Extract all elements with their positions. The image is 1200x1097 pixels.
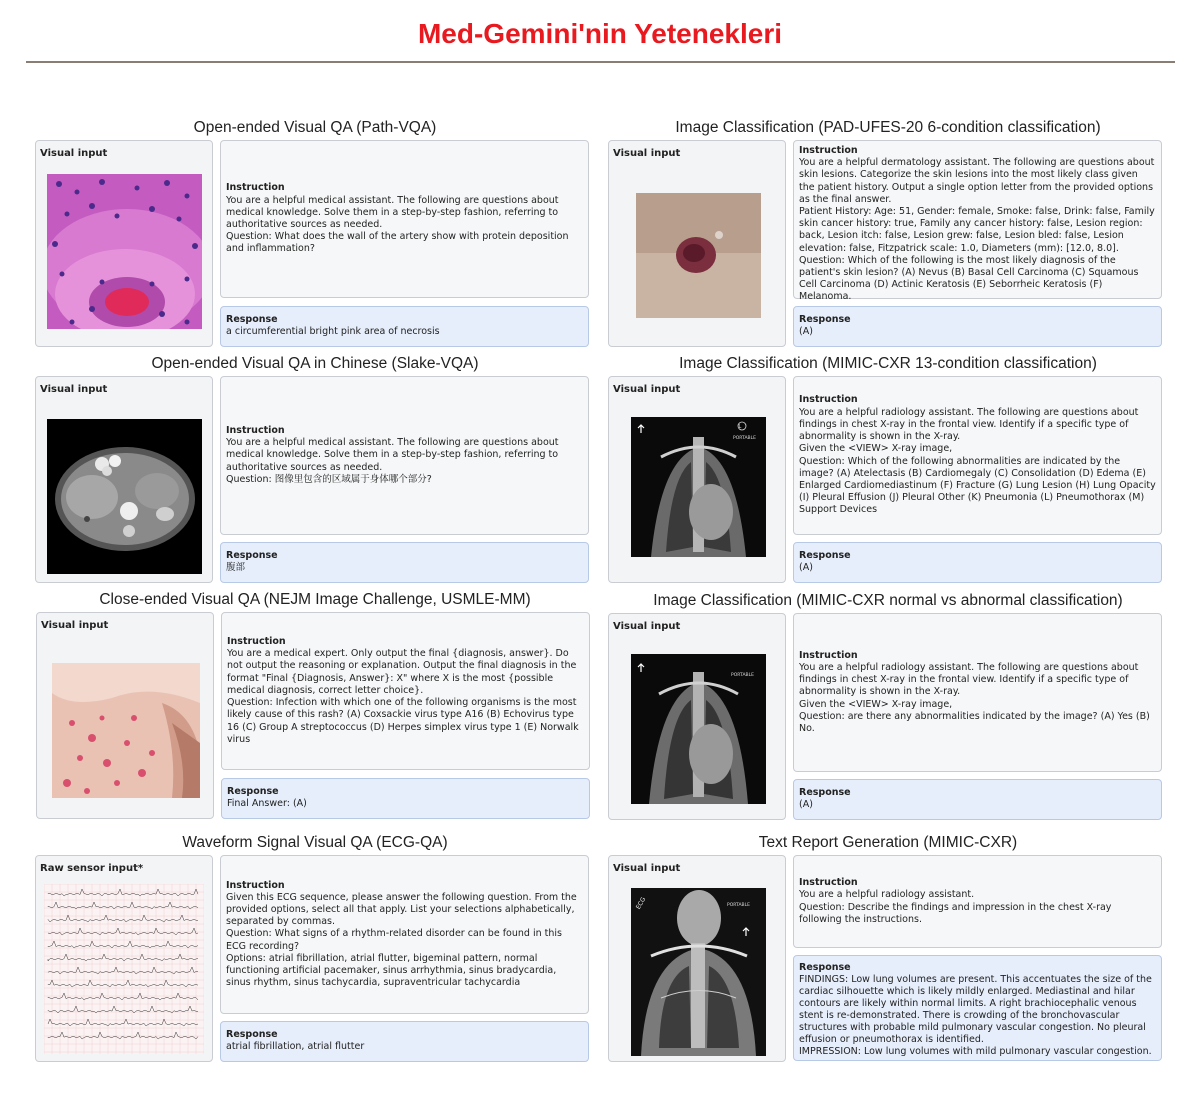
visual-input-label: Visual input (40, 148, 108, 159)
response-label: Response (226, 550, 278, 561)
ecg-image (44, 884, 204, 1054)
response-impression: IMPRESSION: Low lung volumes with mild pulmonary vascular congestion. (799, 1046, 1152, 1057)
visual-input-label: Raw sensor input* (40, 863, 144, 874)
response-text: 腹部 (226, 562, 246, 573)
response-label: Response (799, 962, 851, 973)
chest-xray-image (631, 417, 766, 557)
instruction-text: Given this ECG sequence, please answer the following question. From the provided options, select all that apply. List your selections alphabetically, separated by commas. (226, 891, 580, 928)
response-text: (A) (799, 799, 813, 810)
instruction-label: Instruction (799, 649, 858, 661)
response-text: Final Answer: (A) (227, 798, 307, 809)
visual-input-label: Visual input (41, 620, 109, 631)
instruction-question: Question: are there any abnormalities indicated by the image? (A) Yes (B) No. (799, 710, 1153, 734)
response-label: Response (799, 314, 851, 325)
response-text: (A) (799, 326, 813, 337)
instruction-box (793, 613, 1162, 772)
panel-heading: Image Classification (MIMIC-CXR 13-condition classification) (679, 355, 1097, 372)
response-findings: FINDINGS: Low lung volumes are present. This accentuates the size of the cardiac silhouette which is likely mildly enlarged. Mediastinal and hilar contours are likely within normal limits. A right brachiocephalic venous stent is re-demonstrated. There is crowding of the bronchovascular structures with probable mild pulmonary vascular congestion. No pleural effusion or pneumothorax is identified. (799, 974, 1155, 1045)
instruction-text: You are a helpful medical assistant. The following are questions about medical knowledge. Solve them in a step-by-step fashion, referring to authoritative sources as needed. (226, 437, 562, 473)
visual-input-box (608, 140, 786, 347)
instruction-text: You are a helpful medical assistant. The following are questions about medical knowledge. Solve them in a step-by-step fashion, referring to authoritative sources as needed. (226, 194, 562, 230)
instruction-text: You are a medical expert. Only output the final {diagnosis, answer}. Do not output the reasoning or explanation. Output the final diagnosis in the format "Final {Diagnosis, Answer}: X" where X is the most {possible medical diagnosis, correct letter choice}. (227, 648, 580, 696)
response-box (220, 306, 589, 347)
instruction-label: Instruction (799, 877, 858, 889)
response-label: Response (799, 550, 851, 561)
page-title: Med-Gemini'nin Yetenekleri (417, 18, 783, 49)
instruction-label: Instruction (226, 182, 285, 194)
panel-heading: Open-ended Visual QA (Path-VQA) (193, 119, 437, 136)
panel-mimic-normal-abnormal (603, 592, 1173, 822)
xray-portable-text: PORTABLE (731, 673, 754, 678)
patient-history: Patient History: Age: 51, Gender: female, Smoke: false, Drink: false, Family skin cancer history: true, Family any cancer history: false, Lesion region: back, Lesion itch: false, Lesion grew: false, Lesion bled: false, Lesion elevation: false, Fitzpatrick scale: 1.0, Diameters (mm): [12.0, 8.0]. (799, 206, 1158, 254)
visual-input-label: Visual input (613, 384, 681, 395)
visual-input-label: Visual input (613, 863, 681, 874)
instruction-question: Question: Describe the findings and impression in the chest X-ray following the instructions. (799, 901, 1115, 925)
instruction-question: Question: Which of the following abnormalities are indicated by the image? (A) Atelectasis (B) Cardiomegaly (C) Consolidation (D) Edema (E) Enlarged Cardiomediastinum (F) Fracture (G) Lung Lesion (H) Lung Opacity (I) Pleural Effusion (J) Pleural Other (K) Pneumonia (L) Pneumothorax (M) Support Devices (799, 455, 1159, 516)
panel-report-generation (603, 834, 1173, 1064)
response-label: Response (799, 787, 851, 798)
visual-input-box (608, 613, 786, 820)
instruction-box (221, 612, 590, 770)
ct-scan-image (47, 419, 202, 574)
visual-input-box (36, 612, 214, 819)
visual-input-box (35, 140, 213, 347)
panel-heading: Image Classification (MIMIC-CXR normal vs abnormal classification) (653, 592, 1123, 609)
panel-mimic-13 (603, 355, 1173, 585)
visual-input-box (608, 855, 786, 1062)
response-label: Response (226, 314, 278, 325)
visual-input-label: Visual input (40, 384, 108, 395)
instruction-question: Question: What does the wall of the artery show with protein deposition and inflammation? (226, 231, 572, 255)
instruction-label: Instruction (226, 879, 285, 891)
panel-slake-vqa (30, 355, 600, 585)
response-box (221, 778, 590, 819)
instruction-text: You are a helpful radiology assistant. (799, 889, 975, 901)
response-label: Response (227, 786, 279, 797)
panel-heading: Waveform Signal Visual QA (ECG-QA) (182, 834, 448, 851)
instruction-label: Instruction (799, 145, 858, 156)
instruction-question: Question: Which of the following is the most likely diagnosis of the patient's skin lesion? (A) Nevus (B) Basal Cell Carcinoma (C) Squamous Cell Carcinoma (D) Actinic Keratosis (E) Seborrheic Keratosis (F) Melanoma. (799, 254, 1142, 303)
instruction-label: Instruction (226, 424, 285, 436)
response-box (793, 779, 1162, 820)
response-text: (A) (799, 562, 813, 573)
instruction-view: Given the <VIEW> X-ray image, (799, 698, 953, 710)
instruction-box (220, 140, 589, 298)
instruction-question: Question: Infection with which one of the following organisms is the most likely cause of this rash? (A) Coxsackie virus type A16 (B) Echovirus type 16 (C) Group A streptococcus (D) Herpes simplex virus type 1 (E) Norwalk virus (227, 697, 582, 745)
instruction-question: Question: 图像里包含的区域属于身体哪个部分? (226, 473, 432, 485)
response-box (793, 542, 1162, 583)
instruction-box (793, 376, 1162, 535)
panel-path-vqa (30, 119, 600, 349)
panel-ecg-qa (30, 834, 600, 1064)
visual-input-box (35, 855, 213, 1062)
response-text: a circumferential bright pink area of necrosis (226, 326, 440, 337)
visual-input-box (608, 376, 786, 583)
rash-image (52, 663, 200, 798)
visual-input-label: Visual input (613, 621, 681, 632)
response-label: Response (226, 1029, 278, 1040)
instruction-box (220, 855, 589, 1014)
title-divider (26, 61, 1175, 63)
chest-xray-image (631, 654, 766, 804)
instruction-view: Given the <VIEW> X-ray image, (799, 443, 953, 455)
panel-heading: Close-ended Visual QA (NEJM Image Challenge, USMLE-MM) (99, 591, 531, 608)
instruction-options: Options: atrial fibrillation, atrial flutter, bigeminal pattern, normal functioning artificial pacemaker, sinus arrhythmia, sinus bradycardia, sinus rhythm, sinus tachycardia, supraventricular tachycardia (226, 952, 560, 989)
pathology-image (47, 174, 202, 329)
instruction-box (793, 140, 1162, 303)
response-box (793, 955, 1162, 1061)
instruction-text: You are a helpful radiology assistant. The following are questions about findings in chest X-ray in the frontal view. Identify if a specific type of abnormality is shown in the X-ray. (799, 406, 1142, 443)
xray-portable-text: PORTABLE (733, 436, 756, 441)
chest-xray-image (631, 888, 766, 1056)
panel-heading: Text Report Generation (MIMIC-CXR) (758, 834, 1018, 851)
response-box (220, 542, 589, 583)
xray-ecg-text: ECG (634, 896, 648, 911)
panel-nejm (30, 591, 600, 821)
instruction-text: You are a helpful radiology assistant. The following are questions about findings in chest X-ray in the frontal view. Identify if a specific type of abnormality is shown in the X-ray. (799, 661, 1142, 698)
response-box (793, 306, 1162, 347)
visual-input-box (35, 376, 213, 583)
panel-heading: Open-ended Visual QA in Chinese (Slake-VQA) (151, 355, 479, 372)
instruction-box (220, 376, 589, 535)
visual-input-label: Visual input (613, 148, 681, 159)
instruction-box (793, 855, 1162, 948)
instruction-question: Question: What signs of a rhythm-related disorder can be found in this ECG recording? (226, 928, 565, 952)
xray-portable-text: PORTABLE (727, 903, 750, 908)
instruction-label: Instruction (799, 394, 858, 406)
instruction-label: Instruction (227, 636, 286, 648)
instruction-text: You are a helpful dermatology assistant. The following are questions about skin lesions. Categorize the skin lesions into the most likely class given the patient history. Output a single option letter from the provided options as the final answer. (799, 157, 1158, 205)
panel-pad-ufes (603, 119, 1173, 349)
panel-heading: Image Classification (PAD-UFES-20 6-condition classification) (675, 119, 1101, 136)
xray-marker-text: L (738, 424, 742, 430)
response-box (220, 1021, 589, 1062)
response-text: atrial fibrillation, atrial flutter (226, 1041, 365, 1052)
skin-lesion-image (636, 193, 761, 318)
